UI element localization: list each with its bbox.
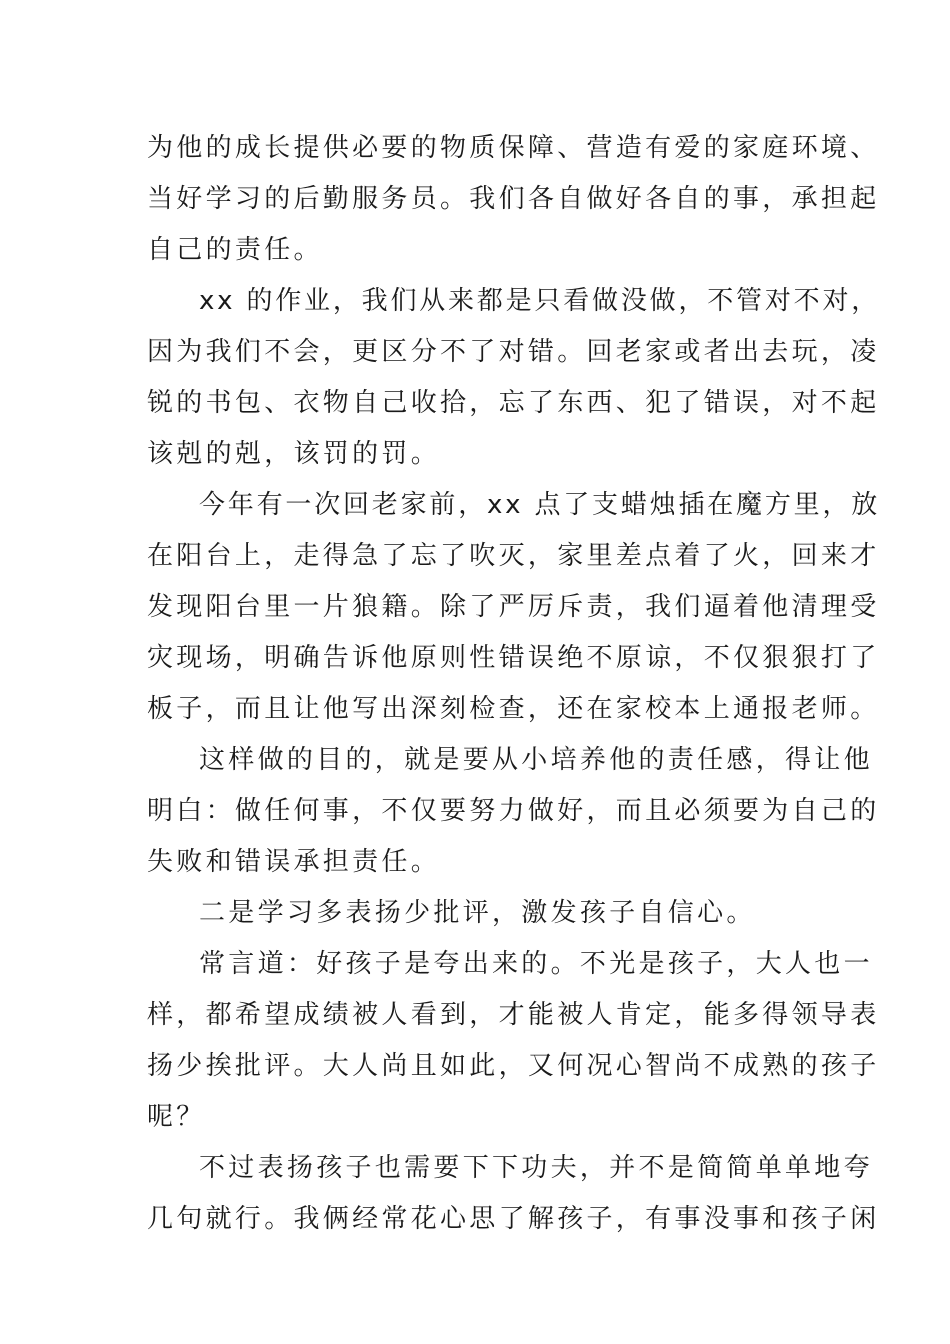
text-line: 该剋的剋，该罚的罚。 xyxy=(147,439,441,469)
text-line: 失败和错误承担责任。 xyxy=(147,847,441,877)
text-line: 在阳台上，走得急了忘了吹灭，家里差点着了火，回来才 xyxy=(147,541,880,571)
paragraph-first-line: xx 的作业，我们从来都是只看做没做，不管对不对， xyxy=(199,286,881,316)
text-line: 灾现场，明确告诉他原则性错误绝不原谅，不仅狠狠打了 xyxy=(147,643,880,673)
text-line: 呢？ xyxy=(147,1102,206,1132)
text-line: 板子，而且让他写出深刻检查，还在家校本上通报老师。 xyxy=(147,694,880,724)
text-line: 当好学习的后勤服务员。我们各自做好各自的事，承担起 xyxy=(147,184,880,214)
text-line: 锐的书包、衣物自己收拾，忘了东西、犯了错误，对不起 xyxy=(147,388,880,418)
paragraph-first-line: 今年有一次回老家前，xx 点了支蜡烛插在魔方里，放 xyxy=(199,490,881,520)
paragraph-first-line: 不过表扬孩子也需要下下功夫，并不是简简单单地夸 xyxy=(199,1153,873,1183)
text-line: 发现阳台里一片狼籍。除了严厉斥责，我们逼着他清理受 xyxy=(147,592,880,622)
text-line: 明白：做任何事，不仅要努力做好，而且必须要为自己的 xyxy=(147,796,880,826)
text-line: 几句就行。我俩经常花心思了解孩子，有事没事和孩子闲 xyxy=(147,1204,880,1234)
text-line: 扬少挨批评。大人尚且如此，又何况心智尚不成熟的孩子 xyxy=(147,1051,880,1081)
paragraph-first-line: 常言道：好孩子是夸出来的。不光是孩子，大人也一 xyxy=(199,949,873,979)
paragraph-first-line: 这样做的目的，就是要从小培养他的责任感，得让他 xyxy=(199,745,873,775)
text-line: 样，都希望成绩被人看到，才能被人肯定，能多得领导表 xyxy=(147,1000,880,1030)
text-line: 因为我们不会，更区分不了对错。回老家或者出去玩，凌 xyxy=(147,337,880,367)
text-line: 自己的责任。 xyxy=(147,235,323,265)
section-heading: 二是学习多表扬少批评，激发孩子自信心。 xyxy=(199,898,756,928)
text-line: 为他的成长提供必要的物质保障、营造有爱的家庭环境、 xyxy=(147,133,880,163)
